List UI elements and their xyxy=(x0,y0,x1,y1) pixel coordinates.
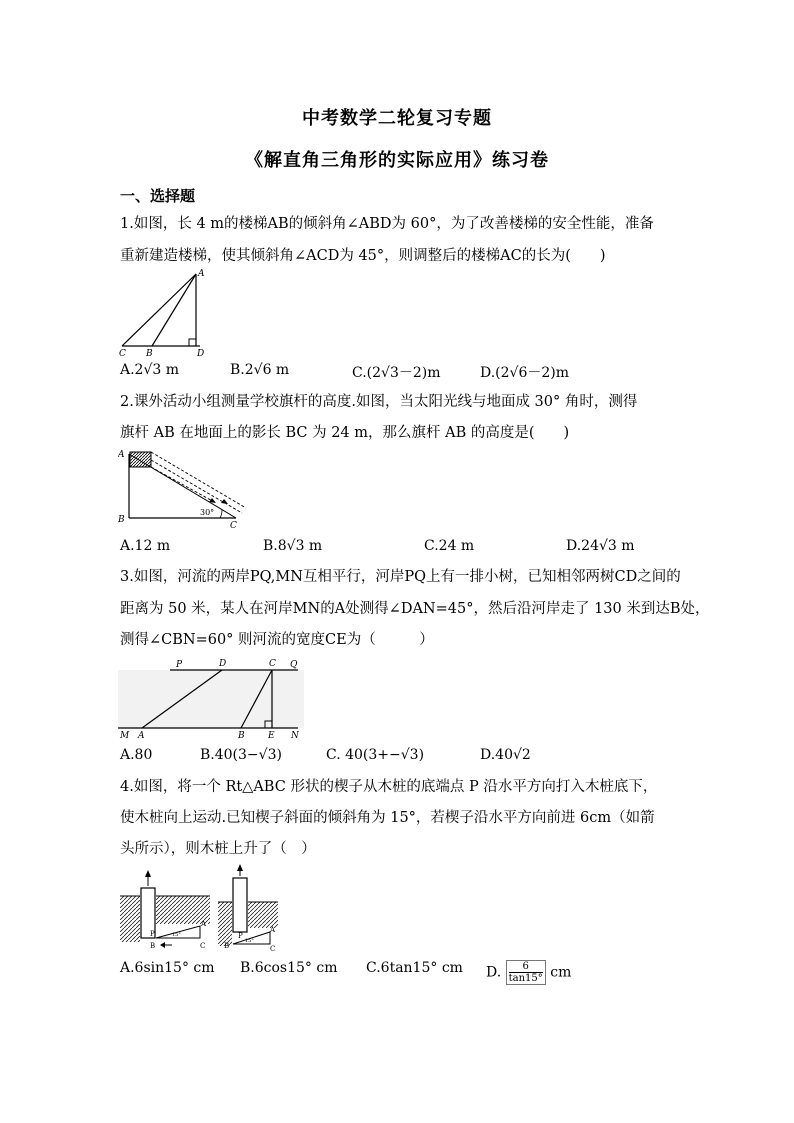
q4-figure-after xyxy=(218,864,278,952)
q2-options xyxy=(120,538,680,560)
q4-option-d[interactable] xyxy=(486,960,571,985)
q1-label-b: B xyxy=(146,349,153,358)
q4-option-d-unit: cm xyxy=(550,964,572,981)
q1-option-c[interactable]: C.(2√3－2)m xyxy=(352,365,441,381)
q1-label-d: D xyxy=(197,349,205,358)
q2-label-c: C xyxy=(230,521,237,531)
q4a-label-b: B xyxy=(150,942,156,950)
q3-text-line1: 3.如图，河流的两岸PQ,MN互相平行，河岸PQ上有一排小树，已知相邻两树CD之间的 xyxy=(120,569,681,585)
q4b-angle-label: 15° xyxy=(245,938,254,944)
q2-option-a[interactable]: A.12 m xyxy=(120,538,171,554)
q3-label-c: C xyxy=(269,659,276,669)
q4-option-d-fraction xyxy=(506,960,546,985)
q4b-label-a: A xyxy=(270,926,276,934)
q1-option-b[interactable]: B.2√6 m xyxy=(230,362,290,378)
q3-option-a[interactable]: A.80 xyxy=(120,747,153,763)
q3-label-q: Q xyxy=(290,660,298,670)
q4a-label-c: C xyxy=(200,942,206,950)
q2-figure xyxy=(118,446,253,532)
q2-option-d[interactable]: D.24√3 m xyxy=(566,538,635,554)
q4-fraction-numerator: 6 xyxy=(509,961,543,973)
q2-text-line1: 2.课外活动小组测量学校旗杆的高度.如图，当太阳光线与地面成 30° 角时，测得 xyxy=(120,394,638,410)
q1-text-line1: 1.如图，长 4 m的楼梯AB的倾斜角∠ABD为 60°，为了改善楼梯的安全性能，准备 xyxy=(120,216,654,232)
q3-label-b: B xyxy=(238,731,245,740)
q1-text-line2: 重新建造楼梯，使其倾斜角∠ACD为 45°，则调整后的楼梯AC的长为( ) xyxy=(120,248,606,264)
q3-label-a: A xyxy=(138,731,145,740)
q3-text-line3: 测得∠CBN=60° 则河流的宽度CE为（ ） xyxy=(120,632,434,648)
q1-label-c: C xyxy=(119,349,126,358)
q4-option-a[interactable]: A.6sin15° cm xyxy=(120,960,215,976)
q3-figure xyxy=(118,656,304,740)
q2-angle-label: 30° xyxy=(200,508,215,517)
q4-figure-before xyxy=(120,864,210,952)
q1-label-a: A xyxy=(198,269,205,279)
q3-label-p: P xyxy=(176,660,183,670)
q2-text-line2: 旗杆 AB 在地面上的影长 BC 为 24 m，那么旗杆 AB 的高度是( ) xyxy=(120,425,570,441)
q3-label-n: N xyxy=(291,731,299,740)
q4b-label-b: B xyxy=(224,942,230,950)
q1-options xyxy=(120,362,680,384)
q4-text-line1: 4.如图，将一个 Rt△ABC 形状的楔子从木桩的底端点 P 沿水平方向打入木桩底下， xyxy=(120,779,658,795)
q3-options xyxy=(120,747,680,769)
section-heading: 一、选择题 xyxy=(120,187,196,205)
q3-text-line2: 距离为 50 米，某人在河岸MN的A处测得∠DAN=45°，然后沿河岸走了 130 米到达B处， xyxy=(120,601,710,617)
q4b-label-p: P xyxy=(238,932,243,940)
q2-label-a: A xyxy=(118,450,125,460)
page-title: 中考数学二轮复习专题 xyxy=(302,108,492,129)
q3-label-d: D xyxy=(219,659,227,669)
q1-option-d[interactable]: D.(2√6－2)m xyxy=(480,365,570,381)
q2-option-b[interactable]: B.8√3 m xyxy=(263,538,323,554)
q4-options xyxy=(120,960,680,982)
q3-option-d[interactable]: D.40√2 xyxy=(480,747,531,763)
q2-option-c[interactable]: C.24 m xyxy=(424,538,475,554)
q4-text-line3: 头所示），则木桩上升了（ ） xyxy=(120,841,316,857)
q4a-angle-label: 15° xyxy=(172,932,181,938)
q1-figure xyxy=(118,268,218,358)
q4-option-d-letter: D. xyxy=(486,964,502,981)
q1-option-a[interactable]: A.2√3 m xyxy=(120,362,180,378)
q3-label-e: E xyxy=(268,731,275,740)
q3-option-c[interactable]: C. 40(3+−√3) xyxy=(326,747,425,763)
q3-label-m: M xyxy=(120,731,130,740)
q4-option-b[interactable]: B.6cos15° cm xyxy=(240,960,338,976)
q4a-label-a: A xyxy=(201,920,207,928)
q4b-label-c: C xyxy=(270,945,276,952)
q3-option-b[interactable]: B.40(3−√3) xyxy=(200,747,282,763)
q4a-label-p: P xyxy=(150,930,155,938)
page-subtitle: 《解直角三角形的实际应用》练习卷 xyxy=(245,150,549,171)
q4-option-c[interactable]: C.6tan15° cm xyxy=(366,960,463,976)
q2-label-b: B xyxy=(118,515,125,525)
q4-text-line2: 使木桩向上运动.已知楔子斜面的倾斜角为 15°，若楔子沿水平方向前进 6cm（如箭 xyxy=(120,810,655,826)
q4-fraction-denominator: tan15° xyxy=(508,973,543,984)
